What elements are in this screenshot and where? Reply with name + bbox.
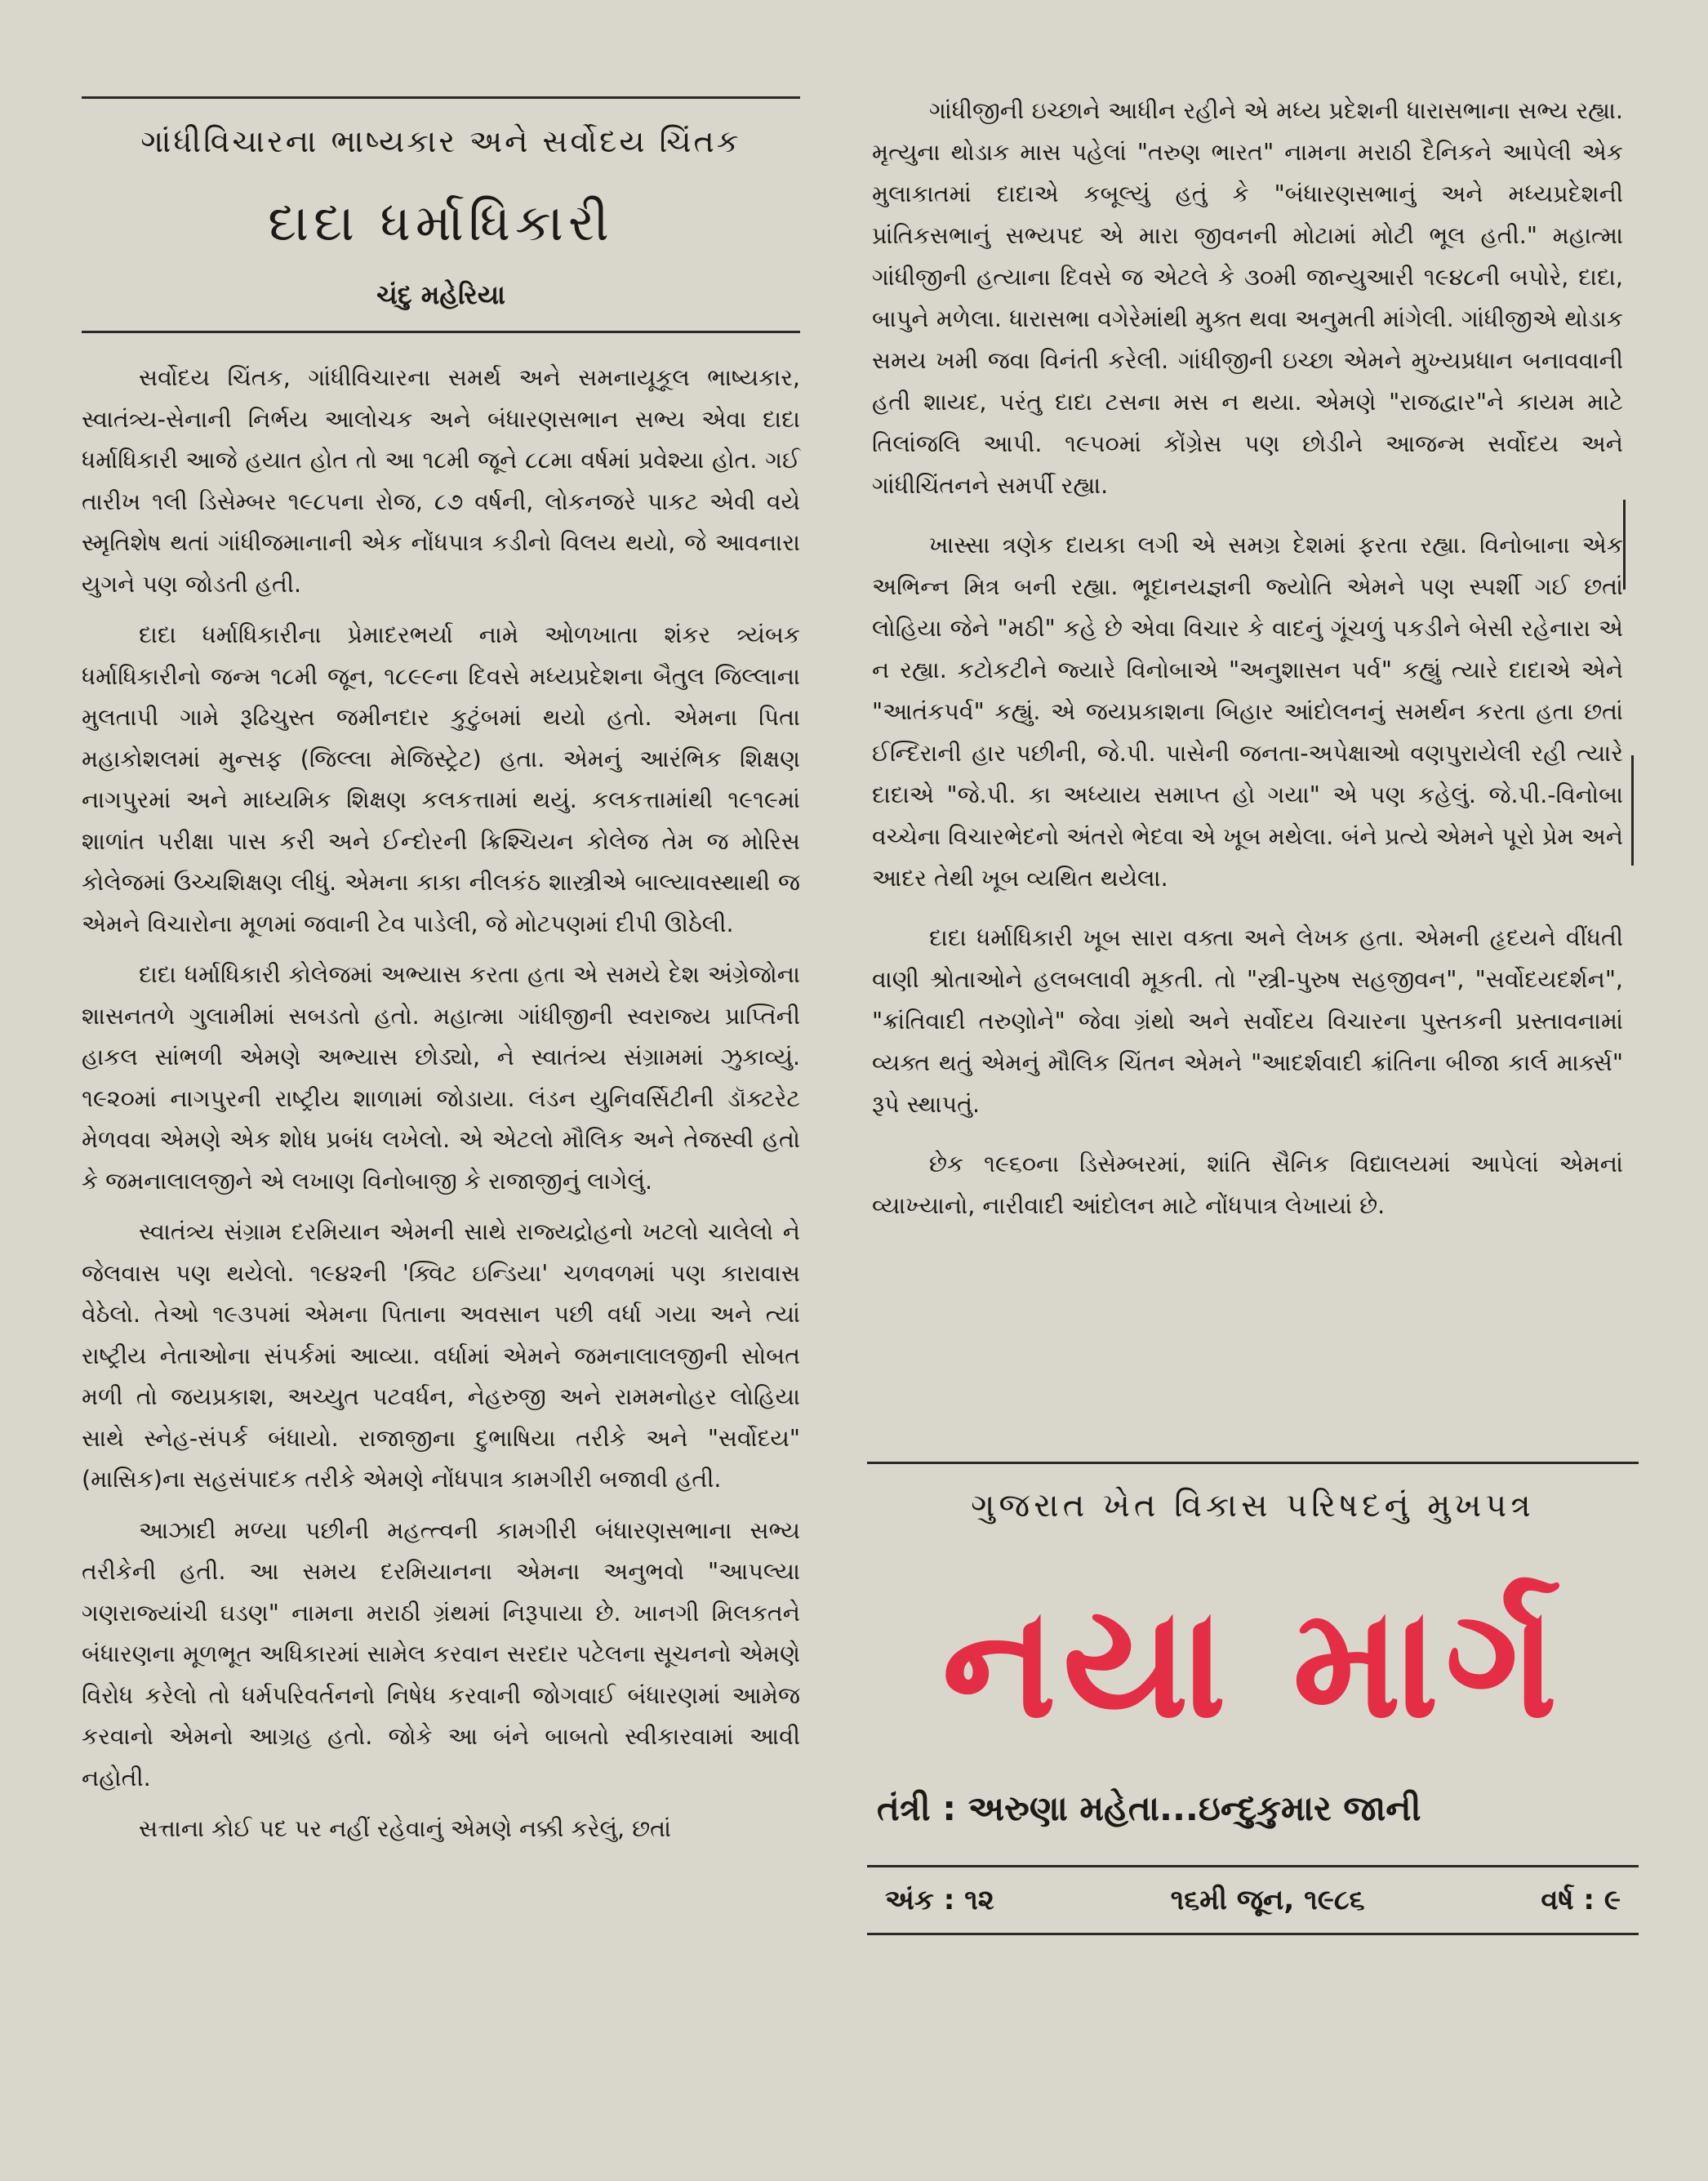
paragraph: દાદા ધર્માધિકારી કોલેજમાં અભ્યાસ કરતા હતા એ સમયે દેશ અંગ્રેજોના શાસનતળે ગુલામીમાં સબડતો હતો. મહાત્મા ગાંધીજીની સ્વરાજ્ય પ્રાપ્તિની હાકલ સાંભળી એમણે અભ્યાસ છોડ્યો, ને સ્વાતંત્ર્ય સંગ્રામમાં ઝુકાવ્યું. ૧૯૨૦માં નાગપુરની રાષ્ટ્રીય શાળામાં જોડાયા. લંડન યુનિવર્સિટીની ડૉક્ટરેટ મેળવવા એમણે એક શોધ પ્રબંધ લખેલો. એ એટલો મૌલિક અને તેજસ્વી હતો કે જમનાલાલજીને એ લખાણ વિનોબાજી કે રાજાજીનું લાગેલું. [82,961,800,1195]
left-body [82,358,800,1850]
paragraph: સત્તાના કોઈ પદ પર નહીં રહેવાનું એમણે નક્કી કરેલું, છતાં [139,1815,672,1842]
issue-number: અંક : ૧૨ [885,1884,994,1916]
masthead [867,1462,1639,1935]
masthead-logo: નયા માર્ગ [941,1573,1564,1752]
masthead-subtitle: ગુજરાત ખેત વિકાસ પરિષદનું મુખપત્ર [971,1487,1535,1524]
paragraph: આઝાદી મળ્યા પછીની મહત્ત્વની કામગીરી બંધારણસભાના સભ્ય તરીકેની હતી. આ સમય દરમિયાનના એમના અનુભવો "આપલ્યા ગણરાજ્યાંચી ઘડણ" નામના મરાઠી ગ્રંથમાં નિરૂપાયા છે. ખાનગી મિલકતને બંધારણના મૂળભૂત અધિકારમાં સામેલ કરવાન સરદાર પટેલના સૂચનનો એમણે વિરોધ કરેલો તો ધર્મપરિવર્તનનો નિષેધ કરવાની જોગવાઈ બંધારણમાં આમેજ કરવાનો એમનો આગ્રહ હતો. જોકે આ બંને બાબતો સ્વીકારવામાં આવી નહોતી. [82,1516,800,1792]
paragraph: દાદા ધર્માધિકારીના પ્રેમાદરભર્યા નામે ઓળખાતા શંકર ત્ર્યંબક ધર્માધિકારીનો જન્મ ૧૮મી જૂન, ૧૮૯૯ના દિવસે મધ્યપ્રદેશના બૈતુલ જિલ્લાના મુલતાપી ગામે રૂઢિચુસ્ત જમીનદાર કુટુંબમાં થયો હતો. એમના પિતા મહાકોશલમાં મુન્સફ (જિલ્લા મેજિસ્ટ્રેટ) હતા. એમનું આરંભિક શિક્ષણ નાગપુરમાં અને માધ્યમિક શિક્ષણ કલકત્તામાં થયું. કલકત્તામાંથી ૧૯૧૯માં શાળાંત પરીક્ષા પાસ કરી અને ઈન્દોરની ક્રિશ્ચિયન કોલેજ તેમ જ મોરિસ કોલેજમાં ઉચ્ચશિક્ષણ લીધું. એમના કાકા નીલકંઠ શાસ્ત્રીએ બાલ્યાવસ્થાથી જ એમને વિચારોના મૂળમાં જવાની ટેવ પાડેલી, જે મોટપણમાં દીપી ઊઠેલી. [82,621,800,937]
issue-info-bar [867,1865,1639,1935]
article-author: ચંદુ મહેરિયા [376,279,505,310]
article-left-column [82,96,800,1860]
article-title: દાદા ધર્માધિકારી [268,193,614,252]
margin-mark-line [1631,755,1634,866]
article-kicker: ગાંધીવિચારના ભાષ્યકાર અને સર્વોદય ચિંતક [140,123,741,159]
masthead-top-rule [867,1462,1639,1464]
paragraph: ગાંધીજીની ઇચ્છાને આધીન રહીને એ મધ્ય પ્રદેશની ધારાસભાના સભ્ય રહ્યા. મૃત્યુના થોડાક માસ પહેલાં "તરુણ ભારત" નામના મરાઠી દૈનિકને આપેલી એક મુલાકાતમાં દાદાએ કબૂલ્યું હતું કે "બંધારણસભાનું અને મધ્યપ્રદેશની પ્રાંતિકસભાનું સભ્યપદ એ મારા જીવનની મોટામાં મોટી ભૂલ હતી." મહાત્મા ગાંધીજીની હત્યાના દિવસે જ એટલે કે ૩૦મી જાન્યુઆરી ૧૯૪૮ની બપોરે, દાદા, બાપુને મળેલા. ધારાસભા વગેરેમાંથી મુક્ત થવા અનુમતી માંગેલી. ગાંધીજીએ થોડાક સમય ખમી જવા વિનંતી કરેલી. ગાંધીજીની ઇચ્છા એમને મુખ્યપ્રધાન બનાવવાની હતી શાયદ, પરંતુ દાદા ટસના મસ ન થયા. એમણે "રાજદ્વાર"ને કાયમ માટે તિલાંજલિ આપી. ૧૯૫૦માં કોંગ્રેસ પણ છોડીને આજન્મ સર્વોદય અને ગાંધીચિંતનને સમર્પી રહ્યા. [872,97,1623,499]
header-top-rule [82,96,800,99]
header-bottom-rule [82,331,800,333]
paragraph: સર્વોદય ચિંતક, ગાંધીવિચારના સમર્થ અને સમનાયૂકૂલ ભાષ્યકાર, સ્વાતંત્ર્ય-સેનાની નિર્ભય આલોચક અને બંધારણસભાન સભ્ય એવા દાદા ધર્માધિકારી આજે હયાત હોત તો આ ૧૮મી જૂને ૮૮મા વર્ષમાં પ્રવેશ્યા હોત. ગઈ તારીખ ૧લી ડિસેમ્બર ૧૯૮૫ના રોજ, ૮૭ વર્ષની, લોકનજરે પાકટ એવી વયે સ્મૃતિશેષ થતાં ગાંધીજમાનાની એક નોંધપાત્ર કડીનો વિલય થયો, જે આવનારા યુગને પણ જોડતી હતી. [82,364,800,598]
paragraph: છેક ૧૯૬૦ના ડિસેમ્બરમાં, શાંતિ સૈનિક વિદ્યાલયમાં આપેલાં એમનાં વ્યાખ્યાનો, નારીવાદી આંદોલન માટે નોંધપાત્ર લેખાયાં છે. [872,1151,1623,1219]
paragraph: દાદા ધર્માધિકારી ખૂબ સારા વક્તા અને લેખક હતા. એમની હૃદયને વીંધતી વાણી શ્રોતાઓને હલબલાવી મૂકતી. તો "સ્ત્રી-પુરુષ સહજીવન", "સર્વોદયદર્શન", "ક્રાંતિવાદી તરુણોને" જેવા ગ્રંથો અને સર્વોદય વિચારના પુસ્તકની પ્રસ્તાવનામાં વ્યક્ત થતું એમનું મૌલિક ચિંતન એમને "આદર્શવાદી ક્રાંતિના બીજા કાર્લ માર્ક્સ" રૂપે સ્થાપતું. [872,924,1623,1118]
margin-mark-line [1623,500,1626,590]
issue-date: ૧૬મી જૂન, ૧૯૮૬ [1170,1884,1365,1916]
article-right-column [872,90,1623,1244]
paragraph: ખાસ્સા ત્રણેક દાયકા લગી એ સમગ્ર દેશમાં ફરતા રહ્યા. વિનોબાના એક અભિન્ન મિત્ર બની રહ્યા. ભૂદાનયજ્ઞની જ્યોતિ એમને પણ સ્પર્શી ગઈ છતાં લોહિયા જેને "મઠી" કહે છે એવા વિચાર કે વાદનું ગૂંચળું પકડીને બેસી રહેનારા એ ન રહ્યા. કટોકટીને જ્યારે વિનોબાએ "અનુશાસન પર્વ" કહ્યું ત્યારે દાદાએ એને "આતંકપર્વ" કહ્યું. એ જયપ્રકાશના બિહાર આંદોલનનું સમર્થન કરતા હતા છતાં ઈન્દિરાની હાર પછીની, જે.પી. પાસેની જનતા-અપેક્ષાઓ વણપુરાયેલી રહી ત્યારે દાદાએ "જે.પી. કા અધ્યાય સમાપ્ત હો ગયા" એ પણ કહેલું. જે.પી.-વિનોબા વચ્ચેના વિચારભેદનો અંતરો ભેદવા એ ખૂબ મથેલા. બંને પ્રત્યે એમને પૂરો પ્રેમ અને આદર તેથી ખૂબ વ્યથિત થયેલા. [872,532,1623,892]
paragraph: સ્વાતંત્ર્ય સંગ્રામ દરમિયાન એમની સાથે રાજ્યદ્રોહનો ખટલો ચાલેલો ને જેલવાસ પણ થયેલો. ૧૯૪૨ની 'ક્વિટ ઇન્ડિયા' ચળવળમાં પણ કારાવાસ વેઠેલો. તેઓ ૧૯૩૫માં એમના પિતાના અવસાન પછી વર્ધા ગયા અને ત્યાં રાષ્ટ્રીય નેતાઓના સંપર્કમાં આવ્યા. વર્ધામાં એમને જમનાલાલજીની સોબત મળી તો જયપ્રકાશ, અચ્યુત પટવર્ધન, નેહરુજી અને રામમનોહર લોહિયા સાથે સ્નેહ-સંપર્ક બંધાયો. રાજાજીના દુભાષિયા તરીકે અને "સર્વોદય" (માસિક)ના સહસંપાદક તરીકે એમણે નોંધપાત્ર કામગીરી બજાવી હતી. [82,1218,800,1493]
issue-volume: વર્ષ : ૯ [1541,1884,1621,1916]
masthead-editors: તંત્રી : અરુણા મહેતા...ઇન્દુકુમાર જાની [877,1788,1421,1828]
